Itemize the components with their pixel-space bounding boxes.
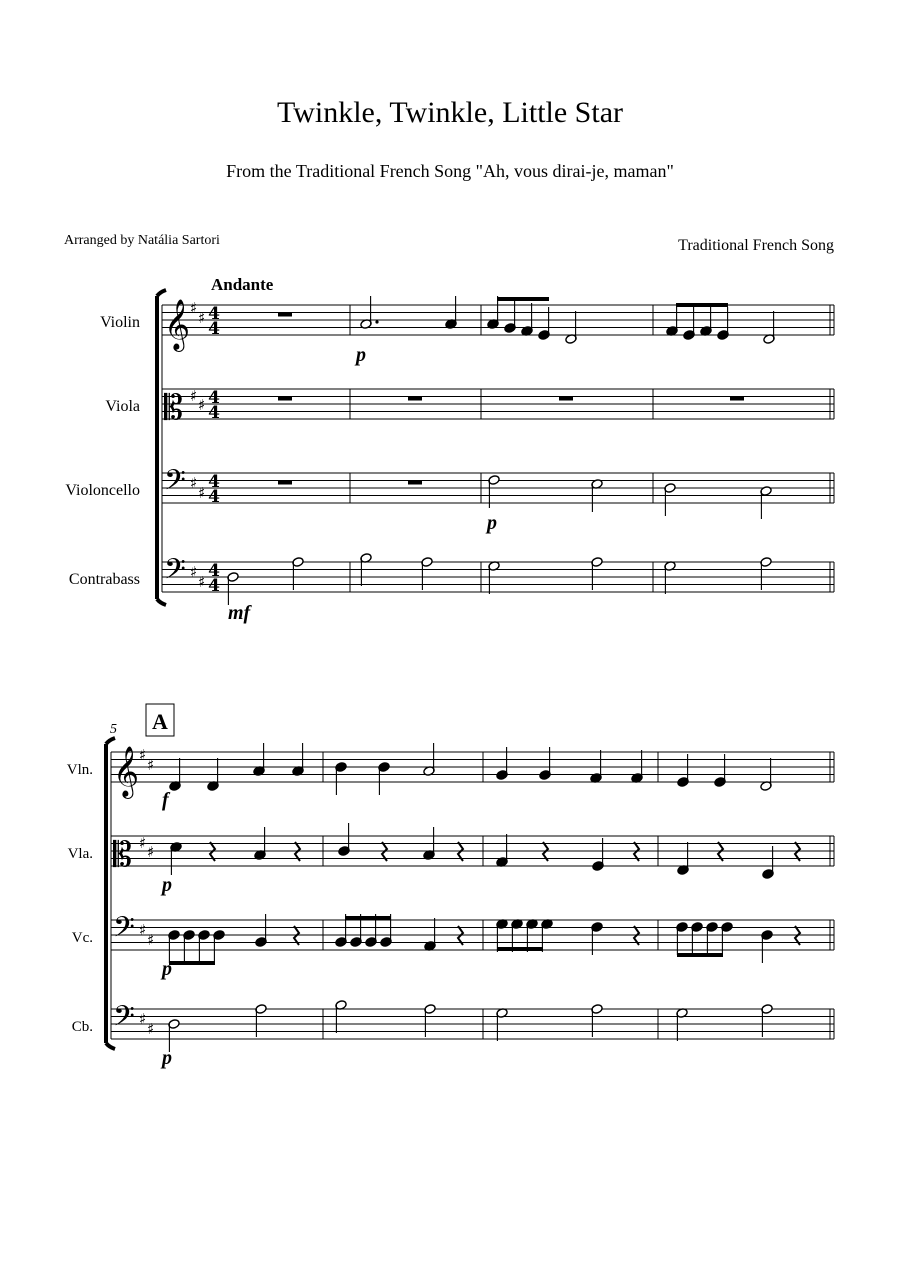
sharp-icon: ♯ (139, 834, 147, 852)
title: Twinkle, Twinkle, Little Star (276, 96, 624, 129)
time-signature-numerator: 4 (208, 388, 220, 408)
sharp-icon: ♯ (198, 573, 206, 591)
system-2 (67, 704, 834, 1069)
beam (677, 953, 723, 957)
sharp-icon: ♯ (139, 921, 147, 939)
sharp-icon: ♯ (190, 299, 198, 317)
system-1 (65, 275, 834, 624)
arranger-credit: Arranged by Natália Sartori (64, 233, 220, 248)
time-signature-denominator: 4 (208, 576, 220, 596)
dot (375, 320, 378, 323)
dynamic-bass: mf (228, 602, 251, 624)
sharp-icon: ♯ (147, 756, 155, 774)
bass-clef-icon: 𝄢 (113, 911, 135, 951)
beam (169, 961, 215, 965)
instrument-label-cello-short: Vc. (71, 930, 93, 946)
alto-clef-icon: 𝄡 (113, 835, 132, 875)
rehearsal-mark: A (152, 709, 168, 734)
dynamic-cello: p (487, 512, 497, 534)
sharp-icon: ♯ (147, 1020, 155, 1038)
treble-clef-icon: 𝄞 (164, 299, 191, 350)
time-signature-denominator: 4 (208, 403, 220, 423)
time-signature-denominator: 4 (208, 487, 220, 507)
whole-rest (408, 397, 422, 401)
whole-rest (278, 397, 292, 401)
instrument-label-violin-short: Vln. (66, 762, 93, 778)
sharp-icon: ♯ (139, 746, 147, 764)
instrument-label-violin: Violin (100, 314, 140, 331)
composer-credit: Traditional French Song (678, 237, 834, 254)
measure-number: 5 (110, 722, 117, 737)
alto-clef-icon: 𝄡 (164, 388, 183, 428)
sharp-icon: ♯ (198, 396, 206, 414)
dynamic-bass: p (162, 1047, 172, 1069)
instrument-label-violoncello: Violoncello (65, 482, 140, 499)
dynamic-violin: p (356, 344, 366, 366)
instrument-label-viola-short: Vla. (67, 846, 93, 862)
instrument-label-viola: Viola (105, 398, 140, 415)
dynamic-cello: p (162, 958, 172, 980)
beam (497, 947, 543, 951)
whole-rest (408, 481, 422, 485)
whole-rest (278, 481, 292, 485)
bass-clef-icon: 𝄢 (113, 1000, 135, 1040)
staff-group (111, 743, 834, 1052)
time-signature-numerator: 4 (208, 561, 220, 581)
sharp-icon: ♯ (190, 563, 198, 581)
time-signature-denominator: 4 (208, 319, 220, 339)
whole-rest (559, 397, 573, 401)
whole-rest (278, 313, 292, 317)
sharp-icon: ♯ (147, 931, 155, 949)
instrument-label-contrabass: Contrabass (68, 571, 140, 588)
beam (676, 303, 728, 307)
sharp-icon: ♯ (139, 1010, 147, 1028)
sharp-icon: ♯ (147, 843, 155, 861)
time-signature-numerator: 4 (208, 472, 220, 492)
dynamic-violin: f (162, 789, 169, 811)
sharp-icon: ♯ (190, 387, 198, 405)
whole-rest (730, 397, 744, 401)
tempo-marking: Andante (211, 275, 274, 294)
time-signature-numerator: 4 (208, 304, 220, 324)
subtitle: From the Traditional French Song "Ah, vous dirai-je, maman" (226, 161, 674, 181)
sharp-icon: ♯ (198, 309, 206, 327)
staff-group (162, 296, 834, 605)
sharp-icon: ♯ (190, 474, 198, 492)
instrument-label-bass-short: Cb. (71, 1019, 93, 1035)
bass-clef-icon: 𝄢 (164, 464, 186, 504)
beam (345, 916, 391, 920)
beam (497, 297, 549, 301)
bass-clef-icon: 𝄢 (164, 553, 186, 593)
dynamic-viola: p (162, 874, 172, 896)
sharp-icon: ♯ (198, 484, 206, 502)
treble-clef-icon: 𝄞 (113, 746, 140, 797)
